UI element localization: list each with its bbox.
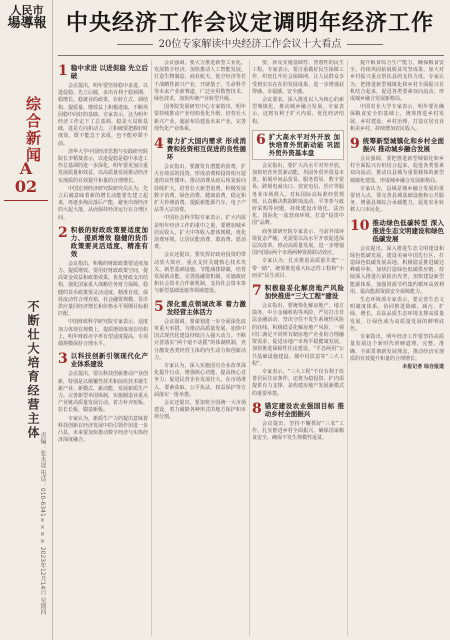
body-paragraph: 会议提出，坚持不懈抓好“三农”工作，扎实推进乡村全面振兴，确保国家粮食安全，确保不发生规模性返贫。 [252,420,344,442]
body-paragraph: 会议指出，积极的财政政策要适度加力、提质增效。要用好财政政策空间，提高资金效益和政策效果。优化财政支出结构，强化国家重大战略任务财力保障。稳健的货币政策要灵活适度、精准有效，保持流动性合理充裕，社会融资规模、货币供应量同经济增长和价格水平预期目标相匹配。 [58,260,148,318]
body-paragraph: 会议指出，要统筹化解房地产、地方债务、中小金融机构等风险，严厉打击非法金融活动，坚决守住不发生系统性风险的底线。积极稳妥化解房地产风险，一视同仁满足不同所有制房地产企业的合理融资需求，促进房地产市场平稳健康发展。加快推进保障性住房建设、“平急两用”公共基础设施建设、城中村改造等“三大工程”。 [252,303,344,367]
point-heading [154,300,246,316]
body-paragraph: 提升粮食综合生产能力，确保粮食安全，持续巩固拓展脱贫攻坚成果，加大对乡村振兴重点帮扶县的支持力度。专家认为，把推进新型城镇化和乡村全面振兴有机结合起来，促进各类要素双向流动，形成城乡融合发展新格局。 [350,60,444,103]
logo-top-text: 人民市 [10,4,44,17]
body-paragraph: 中国农业大学专家表示，明年要在确保粮食安全的基础上，统筹推进乡村发展、乡村建设、乡村治理，打造宜居宜业和美乡村，持续增加农民收入。 [350,104,444,132]
body-paragraph: 专家指出，明年经济工作要坚持高质量发展这个新时代的硬道理，完整、准确、全面贯彻新发展理念，推动经济实现质的有效提升和量的合理增长。 [350,334,444,362]
body-paragraph: 商务部研究院专家表示，当前外部环境复杂严峻，更需要以高水平开放促进深层次改革、推动高质量发展，进一步增强国内国际两个市场两种资源联动效应。 [252,228,344,257]
body-paragraph: 专家表示，“三大工程”不仅有利于改善居民住房条件，还将为稳投资、扩内需提供有力支撑，是构建房地产发展新模式的重要举措。 [252,368,344,397]
sub-headline [60,38,440,52]
article-byline: 本报记者 综合报道 [402,363,444,370]
body-paragraph: 会议还提出，要加快全国统一大市场建设，着力破除各种形式的地方保护和市场分割。 [154,399,246,421]
point-number: 8 [252,400,262,417]
point-title: 深化重点领域改革 着力激发经营主体活力 [166,299,246,316]
sub-headline-text: 20位专家解读中央经济工作会议十大看点 [158,39,342,50]
body-paragraph: 会议指出，要扩大高水平对外开放，加快培育外贸新动能，巩固外贸外资基本盘，拓展中间品贸易、服务贸易、数字贸易、跨境电商出口。放宽电信、医疗等服务业市场准入，对标国际高标准经贸规则，认真解决数据跨境流动、平等参与政府采购等问题，持续建设市场化、法治化、国际化一流营商环境，打造“投资中国”品牌。 [252,162,344,227]
body-paragraph: 会议提出，深入推进生态文明建设和绿色低碳发展，建设美丽中国先行区，打造绿色低碳发展高地。积极稳妥推进碳达峰碳中和，加快打造绿色低碳供应链。持续深入推进污染防治攻坚，加快建设新型能源体系，加强资源节约集约循环高效利用，提高能源资源安全保障能力。 [350,245,444,295]
point-heading [252,402,344,418]
newspaper-logo [6,4,48,88]
masthead-column [0,0,53,640]
body-paragraph: 要，涉及实施基础性、普惠性的民生工程。专家表示，要注重做好民生保障工作，织密扎牢社会保障网，让人民群众享受到实实在在的发展成果，进一步增强获得感、幸福感、安全感。 [252,60,344,95]
masthead-divider [4,200,48,201]
headline-rule [58,55,444,56]
body-paragraph: 会议提出，明年要坚持稳中求进、以进促稳、先立后破，多出有利于稳预期、稳增长、稳就业的政策，在转方式、调结构、提质量、增效益上积极进取，不断巩固稳中向好的基础。专家表示，这为明年经济工作定下了总基调，稳是大局和基础，进是方向和动力，立和破要把握好时度效，既不能急于求成，也不能停滞不前。 [58,83,148,147]
point-number: 4 [154,136,164,153]
article-column-1 [58,60,148,636]
column-divider [151,60,152,636]
point-heading [350,219,444,243]
body-paragraph: 国务院发展研究中心专家指出，明年要持续推动产业结构优化升级，培育壮大新兴产业，超前布局建设未来产业，完善现代化产业体系。 [154,104,246,132]
body-paragraph: 会议还提出，要发挥好政府投资的带动放大效应，重点支持关键核心技术攻关、新型基础设施、节能减排降碳，培育发展新动能。完善投融资机制，实施政府和社会资本合作新机制，支持社会资本参与新型基础设施等领域建设。 [154,252,246,295]
editor-date-line: 责编：张未晟 电话：010-6341×××× 2023年12月14日 星期四 [39,432,46,616]
body-paragraph: 专家认为，扎实推进高质量共建“一带一路”，统筹推进重大标志性工程和“小而美”民生项目。 [252,258,344,279]
point-title: 积极稳妥化解房地产风险 加快推进“三大工程”建设 [264,284,344,301]
point-heading [252,284,344,300]
point-title: 以科技创新引领现代化产业体系建设 [70,352,148,369]
point-number: 2 [58,224,68,241]
point-number: 10 [350,217,370,234]
page-letter: A [19,159,33,178]
point-heading [58,352,148,368]
point-number: 9 [350,136,360,153]
body-paragraph: 生态环境部专家表示，要完善生态文明制度体系，协同推进降碳、减污、扩绿、增长，以高品质生态环境支撑高质量发展，让绿色成为高质量发展的鲜明底色。 [350,297,444,332]
point-number: 1 [58,63,68,79]
body-paragraph: 专家认为，县域是城乡融合发展的重要切入点，要完善县城基础设施和公共服务，增强县城综合承载能力，促进农业转移人口市民化。 [350,185,444,214]
body-paragraph: 清华大学中国经济思想与实践研究院院长李稻葵表示，以进促稳是稳中求进工作总基调的进一步深化，明年要更加注重发展质量和效益，以高质量发展推动经济实现质的有效提升和量的合理增长。 [58,148,148,184]
article-column-2 [154,60,246,636]
point-heading [252,130,344,160]
body-paragraph: 中国财政科学研究院专家表示，适度加力体现在规模上，提质增效体现在结构上，明年财政赤字率有望适度提高，专项债规模保持合理水平。 [58,319,148,348]
point-title: 统筹新型城镇化和乡村全面振兴 推动城乡融合发展 [362,137,444,154]
point-title: 扩大高水平对外开放 加快培育外贸新动能 巩固外贸外资基本盘 [268,132,340,157]
point-title: 积极的财政政策要适度加力、提质增效 稳健的货币政策要灵活适度、精准有效 [70,225,148,258]
column-divider [347,60,348,636]
body-paragraph: 会议强调，要谋划进一步全面深化改革重大举措，为推动高质量发展、加快中国式现代化建设持续注入强大动力。不断完善落实“两个毫不动摇”的体制机制，充分激发各类经营主体的内生动力和创新活力。 [154,318,246,361]
logo-brush-text: 場導報 [7,16,47,31]
slogan: 不断壮大培育经营主体 [26,300,40,440]
article-column-4 [350,60,444,636]
point-heading [58,226,148,258]
section-name: 综合新闻 [24,96,42,164]
body-paragraph: 中国宏观经济研究院研究员认为，先立后破意味着新的增长动能要先建立起来，再逐步淘汰落后产能，避免出现经济的大起大落，从而保持经济运行在合理区间。 [58,185,148,221]
body-paragraph: 会议提出，要以科技创新推动产业创新，特别是以颠覆性技术和前沿技术催生新产业、新模式、新动能，发展新质生产力。完善新型举国体制，实施制造业重点产业链高质量发展行动，着力补齐短板、拉长长板、锻造新板。 [58,371,148,414]
body-paragraph: 会议强调，要把推进新型城镇化和乡村全面振兴有机结合起来，促进各类要素双向流动，推动以县城为重要载体的新型城镇化建设，形成城乡融合发展新格局。 [350,156,444,184]
point-number: 7 [252,283,262,300]
point-title: 推动绿色低碳转型 深入推进生态文明建设和绿色低碳发展 [372,218,444,243]
point-title: 稳中求进 以进促稳 先立后破 [70,64,148,80]
point-heading [350,137,444,153]
body-paragraph: 会议指出，要激发有潜能的消费，扩大有效益的投资，形成消费和投资相互促进的良性循环。推动消费从疫后恢复转向持续扩大，培育壮大新型消费，积极发展数字消费、绿色消费、健康消费，稳定和扩大传统消费，提振新能源汽车、电子产品等大宗消费。 [154,164,246,214]
article-column-3 [252,60,344,636]
body-paragraph: 会议要求，深入推进以人为核心的新型城镇化，推动城乡融合发展。专家表示，这将有利于扩大内需、优化经济结构。 [252,97,344,125]
column-divider [249,60,250,636]
point-title: 锚定建设农业强国目标 推动乡村全面振兴 [264,401,344,418]
page-number [6,160,46,196]
point-heading [154,137,246,161]
point-number: 6 [256,131,266,148]
main-headline: 中央经济工作会议定调明年经济工作 [65,10,434,36]
body-paragraph: 中国社会科学院专家表示，扩大内需是明年经济工作的重中之重，要增加城乡居民收入，扩大中等收入群体规模，优化消费环境，让居民能消费、敢消费、愿消费。 [154,215,246,251]
point-number: 3 [58,351,68,368]
body-paragraph: 专家认为，新质生产力的提出意味着科技创新在经济发展中的引领作用进一步凸显，未来要加快推动数字经济与实体经济深度融合。 [58,415,148,444]
page-digits: 02 [14,177,38,196]
point-title: 着力扩大国内需求 形成消费和投资相互促进的良性循环 [166,137,246,162]
point-number: 5 [154,298,164,315]
point-heading [58,64,148,80]
body-paragraph: 专家认为，深入实施国有企业改革深化提升行动，增强核心功能、提高核心竞争力；促进民营企业发展壮大，在市场准入、要素获取、公平执法、权益保护等方面落实一批举措。 [154,362,246,398]
body-paragraph: 会议强调，要大力推进新型工业化，发展数字经济，加快推动人工智能发展。打造生物制造、商业航天、低空经济等若干战略性新兴产业，开辟量子、生命科学等未来产业新赛道，广泛应用数智技术、绿色技术，加快传统产业转型升级。 [154,60,246,103]
